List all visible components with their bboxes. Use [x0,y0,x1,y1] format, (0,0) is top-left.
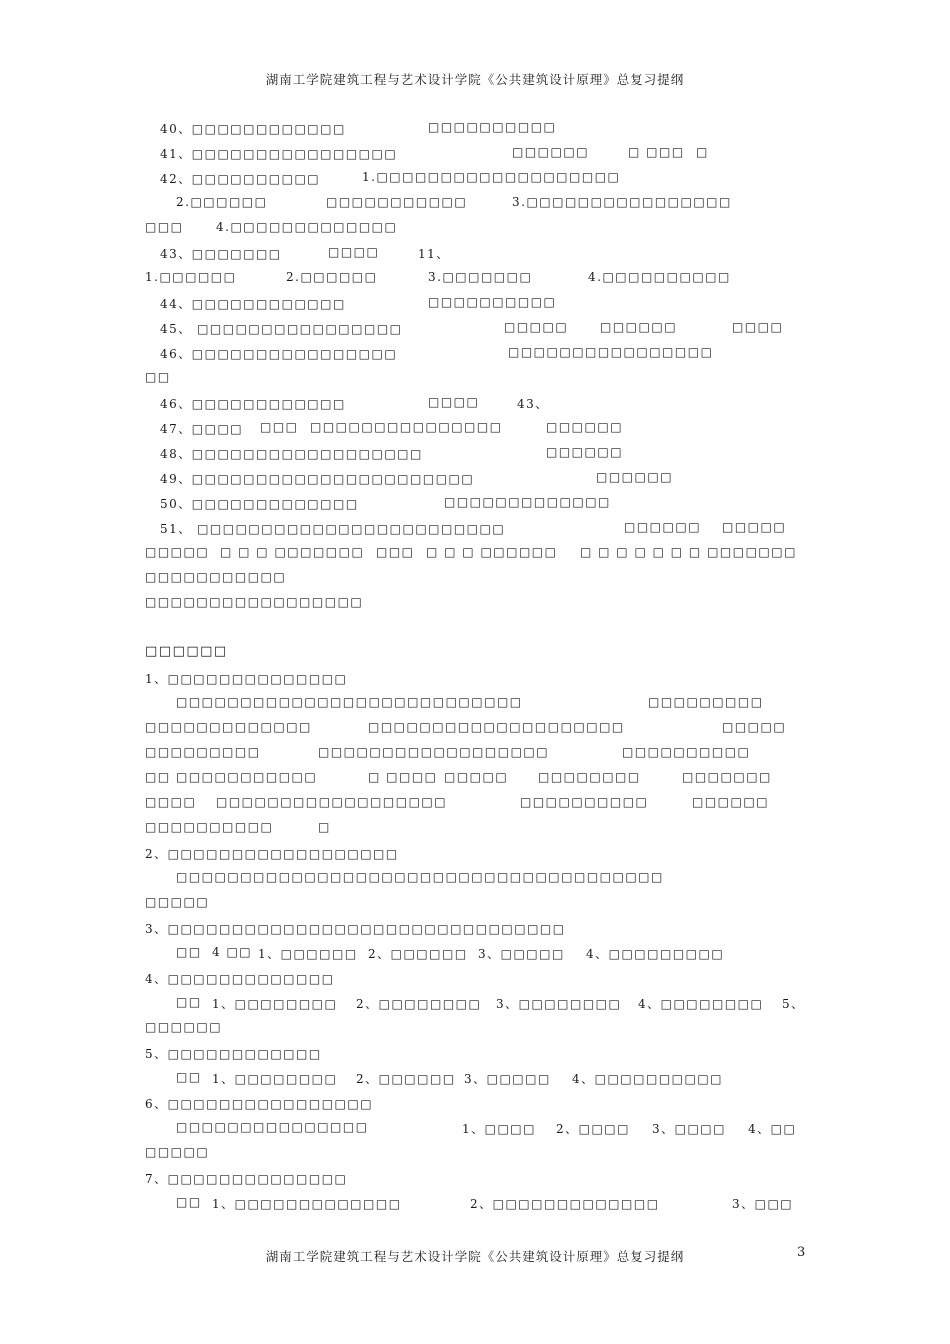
text-segment: 3、□□□□ [652,1122,726,1136]
text-segment: □□□□□□ [546,445,624,459]
text-segment: 47、□□□□ [160,422,244,436]
text-line [0,545,950,565]
text-segment: 2、□□□□□□□□□□□□□□□□□□ [145,847,399,861]
text-segment: □□□□□□□□□□ [145,820,274,834]
text-segment: 49、□□□□□□□□□□□□□□□□□□□□□□ [160,472,475,486]
text-segment: □□□□ [145,795,197,809]
text-line [0,1045,950,1065]
text-segment: 2.□□□□□□ [286,270,378,284]
text-line [0,1170,950,1190]
text-segment: □□ [145,770,171,784]
text-line [0,820,950,840]
text-segment: 2、□□□□□□□□□□□□□ [470,1197,660,1211]
text-line [0,595,950,615]
text-segment: 43、□□□□□□□ [160,247,282,261]
text-line [0,520,950,540]
text-segment: 43、 [517,397,549,411]
text-line [0,1095,950,1115]
text-line [0,970,950,990]
text-segment: □□□□□□□□□□□□□□□□□□□□□□□□□□□□□□□□□□□□□□ [176,870,664,884]
text-segment: □□□□□□□□□□□□□□□ [176,1120,369,1134]
text-segment: □□ [176,1195,202,1209]
text-segment: 5、 [782,997,805,1011]
text-line [0,670,950,690]
text-segment: □□□□□□□□□□□□□□□□□□ [216,795,448,809]
text-segment: □□□□□□□□□ [145,745,261,759]
text-segment: 4、□□□□□□□□ [638,997,764,1011]
text-segment: 46、□□□□□□□□□□□□□□□□ [160,347,398,361]
text-line [0,770,950,790]
text-line [0,245,950,265]
text-segment: 1、□□□□□□□□□□□□□□ [145,672,348,686]
text-segment: □□□□□□□□□□ [428,120,557,134]
text-segment: □□□□□□□□ [538,770,641,784]
text-segment: 3.□□□□□□□□□□□□□□□□ [512,195,732,209]
text-segment: □□ [176,995,202,1009]
text-segment: □□□□□□□□□□□□□□□□□ [145,595,364,609]
text-segment: □□□□□ [444,770,509,784]
text-segment: □□□□□□ [624,520,702,534]
text-segment: 3.□□□□□□□ [428,270,533,284]
text-line [0,945,950,965]
text-segment: □ □ □ □□□□□□ [426,545,558,559]
text-line [0,295,950,315]
text-line [0,920,950,940]
text-line [0,795,950,815]
text-segment: 1、□□□□□□□□ [212,1072,338,1086]
text-segment: 5、□□□□□□□□□□□□ [145,1047,322,1061]
text-segment: □□□□□ [722,720,787,734]
text-line [0,1020,950,1040]
text-segment: □□□□□□□□□□□ [326,195,468,209]
text-segment: 40、□□□□□□□□□□□□ [160,122,346,136]
text-segment: 1.□□□□□□□□□□□□□□□□□□□ [362,170,621,184]
text-line [0,870,950,890]
text-segment: □□□□□□ [145,644,228,659]
text-line [0,370,950,390]
text-segment: □□□□□□□ [682,770,772,784]
text-segment: 3、□□□□□ [464,1072,551,1086]
text-line [0,720,950,740]
text-segment: □□□□□□□□□□□□□□□□□□□□□□□□□□□ [176,695,523,709]
text-segment: □□□ [376,545,415,559]
text-segment: 44、□□□□□□□□□□□□ [160,297,346,311]
text-segment: 11、 [418,247,450,261]
page-footer: 湖南工学院建筑工程与艺术设计学院《公共建筑设计原理》总复习提纲 [265,1249,685,1264]
text-segment: 2、□□□□□□ [356,1072,456,1086]
text-segment: □□ [145,370,171,384]
text-segment: □□□□□□ [512,145,590,159]
text-line [0,845,950,865]
text-segment: 45、 □□□□□□□□□□□□□□□□ [160,322,403,336]
text-segment: □ □ □ □□□□□□□ [220,545,365,559]
text-segment: 1、□□□□□□□□ [212,997,338,1011]
text-segment: 4、□□□□□□□□□ [586,947,725,961]
text-segment: □ □□□□ [368,770,438,784]
text-line [0,495,950,515]
text-line [0,1145,950,1165]
text-line [0,320,950,340]
text-segment: □□□□□□□□□□ [520,795,649,809]
text-segment: 4、□□□□□□□□□□ [572,1072,724,1086]
text-line [0,120,950,140]
text-segment: 4、□□□□□□□□□□□□□ [145,972,335,986]
text-segment: □□□□□□□□□□□ [145,570,287,584]
text-segment: 3、□□□ [732,1197,794,1211]
text-segment: □□□□□□ [600,320,678,334]
page-header: 湖南工学院建筑工程与艺术设计学院《公共建筑设计原理》总复习提纲 [265,72,685,87]
text-segment: □ [318,820,331,834]
text-segment: 4 □□ [212,945,253,959]
text-segment: □□□□□ [722,520,787,534]
text-segment: 3、□□□□□ [478,947,565,961]
text-line [0,570,950,590]
text-line [0,220,950,240]
text-segment: 2、□□□□□□□□ [356,997,482,1011]
text-segment: 48、□□□□□□□□□□□□□□□□□□ [160,447,423,461]
text-segment: □□□□□□□□□□□□□□□ [310,420,503,434]
text-line [0,470,950,490]
text-segment: □□□□ [328,245,380,259]
text-segment: □□□□□ [145,545,210,559]
text-line [0,145,950,165]
text-segment: 3、□□□□□□□□ [496,997,622,1011]
text-line [0,270,950,290]
text-segment: □□□□□□□□□□□□□□□□□□ [318,745,550,759]
text-line [0,195,950,215]
text-segment: 2.□□□□□□ [176,195,268,209]
text-segment: 41、□□□□□□□□□□□□□□□□ [160,147,398,161]
text-segment: □□□□□□□□□ [648,695,764,709]
text-line [0,995,950,1015]
text-segment: □□□ [260,420,299,434]
section-heading [0,644,950,664]
text-segment: 6、□□□□□□□□□□□□□□□□ [145,1097,374,1111]
text-segment: □□□□□□ [546,420,624,434]
text-line [0,895,950,915]
text-segment: □□□□□□□□□□□□□□□□□□□□ [368,720,625,734]
text-segment: □□□□□□□□□□□□□ [145,720,312,734]
text-line [0,420,950,440]
page-number: 3 [797,1245,806,1260]
text-segment: □□ [176,945,202,959]
text-segment: 46、□□□□□□□□□□□□ [160,397,346,411]
text-segment: □□□□□□□□□□ [428,295,557,309]
text-segment: 3、□□□□□□□□□□□□□□□□□□□□□□□□□□□□□□□ [145,922,566,936]
text-line [0,345,950,365]
text-segment: □ □□□ [628,145,685,159]
text-line [0,745,950,765]
text-segment: 1、□□□□□□ [258,947,358,961]
text-segment: □ □ □ □ □ □ □ □□□□□□□ [580,545,797,559]
text-line [0,1120,950,1140]
text-line [0,1195,950,1215]
text-line [0,445,950,465]
text-segment: 1、□□□□□□□□□□□□□ [212,1197,402,1211]
text-segment: □□□□□□ [692,795,770,809]
text-segment: 2、□□□□ [556,1122,630,1136]
text-line [0,395,950,415]
text-segment: 2、□□□□□□ [368,947,468,961]
text-segment: 50、□□□□□□□□□□□□□ [160,497,359,511]
text-segment: 4.□□□□□□□□□□ [588,270,731,284]
text-segment: □□□□ [428,395,480,409]
text-segment: □□□□□□□□□□ [622,745,751,759]
text-segment: □□□□□□ [596,470,674,484]
text-segment: 42、□□□□□□□□□□ [160,172,321,186]
text-segment: □□□ [145,220,184,234]
text-segment: 4、□□ [748,1122,797,1136]
text-segment: 1、□□□□ [462,1122,536,1136]
text-segment: □ [696,145,709,159]
text-segment: □□□□□□□□□□□□□□□□ [508,345,714,359]
text-segment: 4.□□□□□□□□□□□□□ [216,220,398,234]
text-line [0,695,950,715]
text-segment: □□□□□□□□□□□□□ [444,495,611,509]
text-segment: 51、 □□□□□□□□□□□□□□□□□□□□□□□□ [160,522,506,536]
text-segment: □□□□□ [504,320,569,334]
text-segment: □□□□□□ [145,1020,223,1034]
text-segment: □□□□□ [145,895,210,909]
text-line [0,170,950,190]
text-segment: □□□□□ [145,1145,210,1159]
text-segment: 7、□□□□□□□□□□□□□□ [145,1172,348,1186]
text-segment: □□□□ [732,320,784,334]
text-segment: □□ [176,1070,202,1084]
text-segment: 1.□□□□□□ [145,270,237,284]
text-segment: □□□□□□□□□□□ [176,770,318,784]
text-line [0,1070,950,1090]
